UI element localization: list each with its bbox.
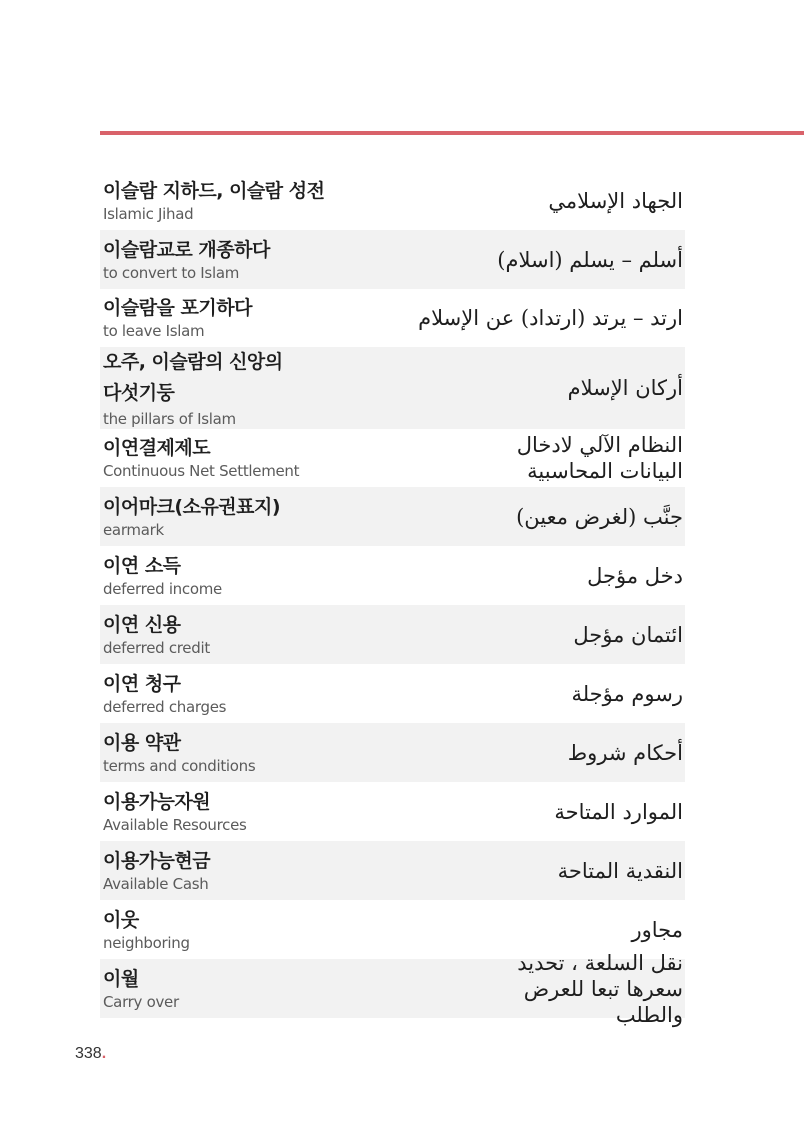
page-number-dot: . — [101, 1045, 107, 1062]
arabic-term: ارتد – يرتد (ارتداد) عن الإسلام — [418, 306, 683, 330]
english-term: neighboring — [103, 933, 190, 952]
glossary-entry — [100, 289, 685, 347]
korean-term: 이월 — [103, 967, 139, 990]
glossary-entry — [100, 605, 685, 664]
glossary-entry — [100, 487, 685, 546]
arabic-term: رسوم مؤجلة — [571, 681, 683, 706]
glossary-entry — [100, 841, 685, 900]
korean-term: 이어마크(소유권표지) — [103, 495, 281, 518]
glossary-entry — [100, 723, 685, 782]
glossary-list — [100, 172, 685, 1027]
arabic-term: الجهاد الإسلامي — [548, 189, 683, 213]
korean-term: 이연 소득 — [103, 554, 181, 577]
korean-term: 이슬람 지하드, 이슬람 성전 — [103, 180, 325, 202]
arabic-term: النظام الآلي لادخال البيانات المحاسبية — [516, 433, 683, 483]
english-term: terms and conditions — [103, 756, 256, 775]
arabic-term: أسلم – يسلم (اسلام) — [497, 247, 683, 272]
korean-term: 이연 청구 — [103, 672, 181, 695]
korean-term: 이용가능자원 — [103, 790, 211, 813]
english-term: to leave Islam — [103, 322, 205, 340]
arabic-term: نقل السلعة ، تحديد سعرها تبعا للعرض والطلب — [517, 950, 683, 1027]
korean-term: 이웃 — [103, 908, 139, 931]
arabic-term: الموارد المتاحة — [554, 799, 683, 824]
glossary-entry — [100, 950, 685, 1027]
glossary-entry — [100, 546, 685, 605]
english-term: deferred credit — [103, 638, 210, 657]
glossary-entry — [100, 347, 685, 429]
english-term: deferred charges — [103, 697, 227, 716]
top-rule — [100, 131, 804, 135]
korean-term: 오주, 이슬람의 신앙의 다섯기둥 — [103, 351, 283, 404]
arabic-term: جنَّب (لغرض معين) — [516, 504, 683, 529]
english-term: Available Resources — [103, 815, 247, 834]
english-term: deferred income — [103, 579, 222, 598]
page-number-value: 338 — [75, 1045, 102, 1062]
english-term: Carry over — [103, 992, 179, 1011]
arabic-term: النقدية المتاحة — [557, 858, 683, 883]
glossary-entry — [100, 172, 685, 230]
korean-term: 이용 약관 — [103, 731, 181, 754]
arabic-term: أركان الإسلام — [567, 376, 683, 400]
page-number — [75, 1045, 106, 1063]
english-term: earmark — [103, 520, 164, 539]
english-term: the pillars of Islam — [103, 410, 236, 428]
glossary-entry — [100, 230, 685, 289]
arabic-term: أحكام شروط — [567, 740, 683, 765]
glossary-entry — [100, 664, 685, 723]
korean-term: 이용가능현금 — [103, 849, 211, 872]
english-term: Continuous Net Settlement — [103, 462, 300, 480]
english-term: to convert to Islam — [103, 263, 240, 282]
arabic-term: مجاور — [631, 917, 683, 942]
arabic-term: ائتمان مؤجل — [573, 622, 683, 647]
korean-term: 이슬람교로 개종하다 — [103, 238, 270, 261]
glossary-entry — [100, 429, 685, 487]
korean-term: 이슬람을 포기하다 — [103, 297, 252, 319]
glossary-entry — [100, 782, 685, 841]
korean-term: 이연 신용 — [103, 613, 181, 636]
english-term: Available Cash — [103, 874, 209, 893]
arabic-term: دخل مؤجل — [587, 563, 683, 588]
korean-term: 이연결제제도 — [103, 437, 211, 459]
english-term: Islamic Jihad — [103, 205, 194, 223]
